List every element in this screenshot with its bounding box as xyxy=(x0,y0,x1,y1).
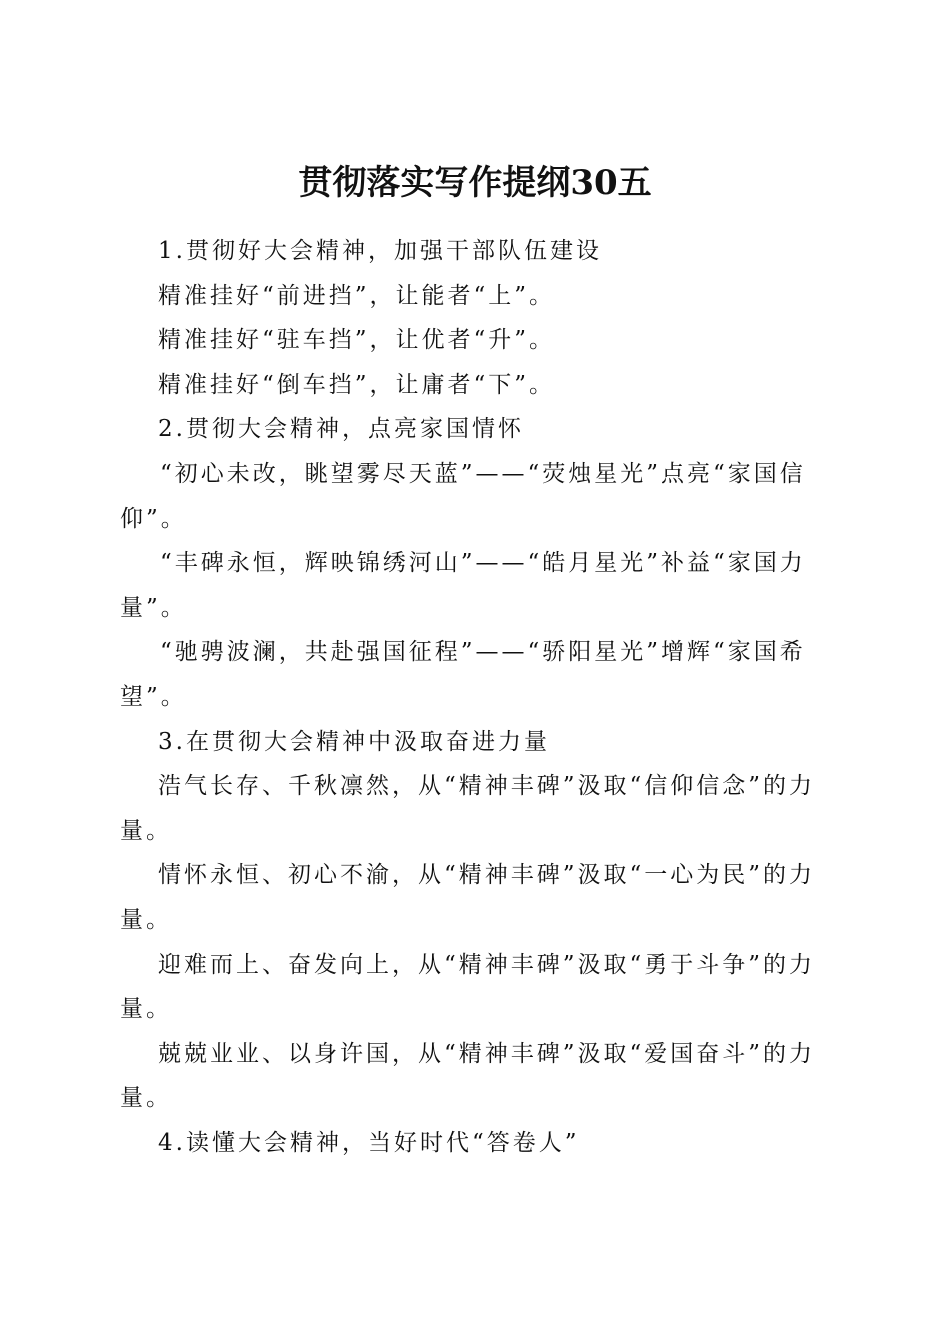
paragraph: 兢兢业业、以身许国，从“精神丰碑”汲取“爱国奋斗”的力量。 xyxy=(120,1040,816,1112)
paragraph: 精准挂好“倒车挡”，让庸者“下”。 xyxy=(158,371,556,398)
section-heading-1: 1.贯彻好大会精神，加强干部队伍建设 xyxy=(158,238,602,264)
section-heading-4: 4.读懂大会精神，当好时代“答卷人” xyxy=(158,1129,580,1156)
paragraph: 精准挂好“驻车挡”，让优者“升”。 xyxy=(158,327,556,354)
paragraph: 情怀永恒、初心不渝，从“精神丰碑”汲取“一心为民”的力量。 xyxy=(120,862,816,933)
paragraph: “丰碑永恒，辉映锦绣河山”——“皓月星光”补益“家国力量”。 xyxy=(120,550,806,621)
section-heading-2: 2.贯彻大会精神，点亮家国情怀 xyxy=(158,416,524,443)
section-heading-3: 3.在贯彻大会精神中汲取奋进力量 xyxy=(158,728,550,755)
paragraph: “初心未改，眺望雾尽天蓝”——“荧烛星光”点亮“家国信仰”。 xyxy=(120,460,806,532)
document-title: 贯彻落实写作提纲30五 xyxy=(298,162,652,203)
paragraph: 迎难而上、奋发向上，从“精神丰碑”汲取“勇于斗争”的力量。 xyxy=(120,951,816,1023)
paragraph: 精准挂好“前进挡”，让能者“上”。 xyxy=(158,282,556,309)
document-body xyxy=(120,229,820,1165)
paragraph: “驰骋波澜，共赴强国征程”——“骄阳星光”增辉“家国希望”。 xyxy=(120,639,806,710)
paragraph: 浩气长存、千秋凛然，从“精神丰碑”汲取“信仰信念”的力量。 xyxy=(120,773,816,844)
